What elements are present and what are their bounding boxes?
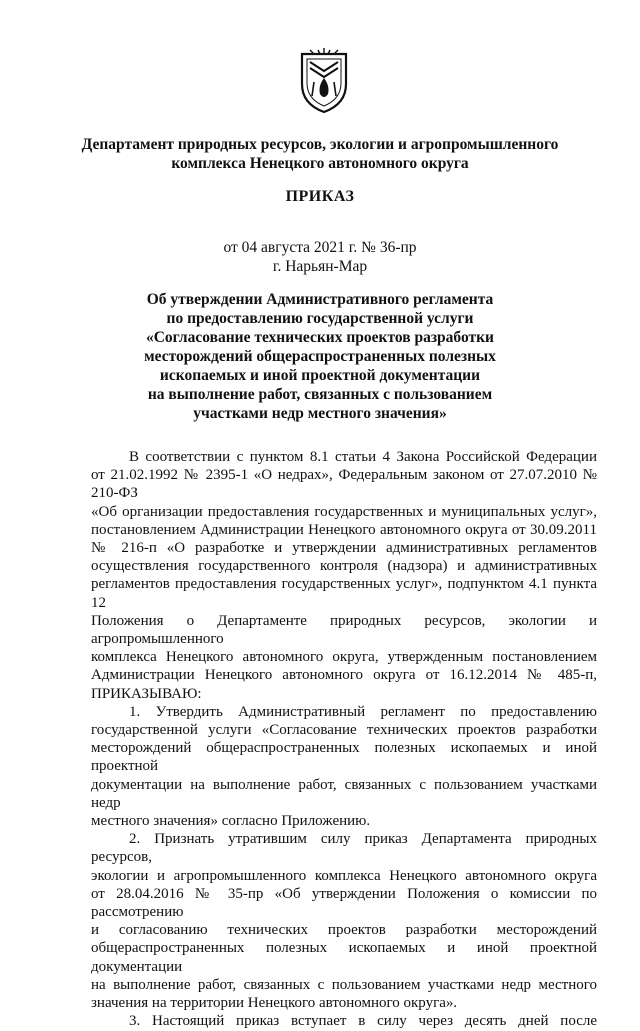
text-line: В соответствии с пунктом 8.1 статьи 4 Закона Российской Федерации (129, 449, 597, 465)
document-subject (0, 290, 640, 423)
text-line: общераспространенных полезных ископаемых и иной проектной документации (91, 940, 597, 975)
subject-line: на выполнение работ, связанных с пользованием (147, 386, 493, 403)
order-keyword: ПРИКАЗЫВАЮ: (91, 685, 202, 702)
text-line: значения на территории Ненецкого автономного округа». (91, 995, 458, 1012)
text-line: осуществления государственного контроля (надзора) и административных (91, 558, 597, 575)
date-and-number: от 04 августа 2021 г. № 36-пр (223, 239, 417, 256)
city: г. Нарьян-Мар (272, 258, 368, 275)
text-line: Положения о Департаменте природных ресурсов, экологии и агропромышленного (91, 612, 597, 648)
text-line: регламентов предоставления государственных услуг», подпунктом 4.1 пункта 12 (91, 576, 597, 611)
text-line: местного значения» согласно Приложению. (91, 813, 371, 830)
text-line: от 21.02.1992 № 2395-1 «О недрах», Федеральным законом от 27.07.2010 № 210-ФЗ (91, 467, 597, 502)
text-line: Администрации Ненецкого автономного округа от 16.12.2014 № 485-п, (91, 667, 597, 684)
subject-line: «Согласование технических проектов разработки (145, 329, 494, 346)
text-line: документации на выполнение работ, связанных с пользованием участками недр (91, 776, 597, 811)
document-meta (0, 238, 640, 276)
document-type: ПРИКАЗ (285, 188, 355, 205)
text-line: 2. Признать утратившим силу приказ Департамента природных ресурсов, (91, 831, 597, 866)
document-body (91, 448, 597, 1031)
text-line: месторождений общераспространенных полезных ископаемых и иной проектной (91, 740, 597, 775)
subject-line: ископаемых и иной проектной документации (159, 367, 481, 384)
text-line: и согласованию технических проектов разработки месторождений (91, 922, 597, 939)
text-line: комплекса Ненецкого автономного округа, утвержденным постановлением (91, 649, 597, 666)
preamble-paragraph (91, 448, 597, 703)
subject-line: по предоставлению государственной услуги (166, 310, 474, 327)
item-1-paragraph (91, 703, 597, 830)
department-line: Департамент природных ресурсов, экологии и агропромышленного (81, 136, 559, 153)
coat-of-arms-icon (298, 48, 350, 114)
text-line: 3. Настоящий приказ вступает в силу через десять дней после (129, 1013, 597, 1030)
text-line: 1. Утвердить Административный регламент по предоставлению (129, 703, 597, 720)
subject-line: месторождений общераспространенных полезных (144, 348, 496, 365)
subject-line: Об утверждении Административного регламента (146, 291, 494, 308)
text-line: № 216-п «О разработке и утверждении административных регламентов (91, 540, 597, 557)
department-line: комплекса Ненецкого автономного округа (171, 155, 469, 172)
item-3-paragraph (91, 1012, 597, 1030)
department-name (0, 135, 640, 173)
subject-line: участками недр местного значения» (193, 405, 447, 422)
text-line: постановлением Администрации Ненецкого автономного округа от 30.09.2011 (91, 521, 597, 538)
text-line: государственной услуги «Согласование технических проектов разработки (91, 722, 597, 739)
text-line: «Об организации предоставления государственных и муниципальных услуг», (91, 503, 597, 520)
text-line: от 28.04.2016 № 35-пр «Об утверждении Положения о комиссии по рассмотрению (91, 885, 597, 921)
text-line: на выполнение работ, связанных с пользованием участками недр местного (91, 976, 597, 993)
item-2-paragraph (91, 830, 597, 1012)
text-line: экологии и агропромышленного комплекса Ненецкого автономного округа (91, 867, 597, 884)
